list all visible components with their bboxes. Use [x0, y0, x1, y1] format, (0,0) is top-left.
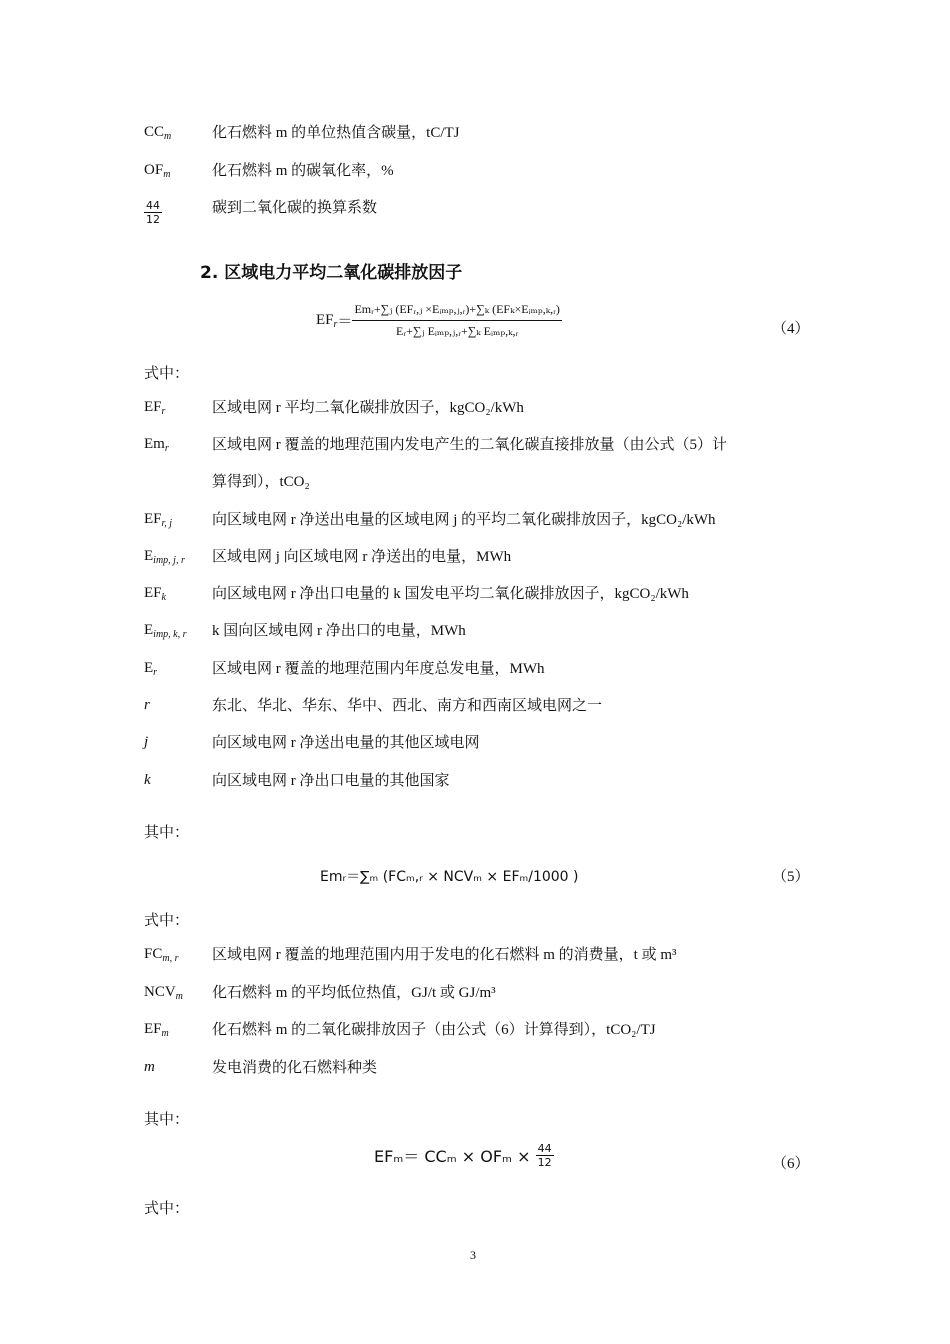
def-desc-eimpkr: k 国向区域电网 r 净出口的电量，MWh: [212, 623, 466, 639]
equation-6-number: （6）: [772, 1156, 810, 1172]
def-desc-efm: 化石燃料 m 的二氧化碳排放因子（由公式（6）计算得到），tCO₂/TJ: [212, 1022, 656, 1038]
label-qizhong-1: 其中：: [144, 825, 190, 841]
def-desc-ccm: 化石燃料 m 的单位热值含碳量，tC/TJ: [212, 125, 460, 141]
def-symbol-j: j: [144, 734, 149, 750]
label-qizhong-2: 其中：: [144, 1112, 190, 1128]
section-heading: 2. 区域电力平均二氧化碳排放因子: [200, 263, 463, 283]
def-symbol-m: m: [144, 1059, 155, 1075]
equation-5-number: （5）: [772, 869, 810, 885]
def-symbol-er: $E_r$: [144, 660, 158, 678]
equation-4-fraction: $\frac{\text{Emᵣ+∑ⱼ (EFᵣ,ⱼ ×Eᵢₘₚ,ⱼ,ᵣ)+∑ₖ (EFₖ×Eᵢₘₚ,ₖ,ᵣ)}}{\text{Eᵣ+∑ⱼ Eᵢₘₚ,ⱼ,ᵣ+∑ₖ Eᵢₘₚ,ₖ,ᵣ}}$: [354, 302, 560, 338]
def-desc-ncvm: 化石燃料 m 的平均低位热值，GJ/t 或 GJ/m³: [212, 985, 496, 1001]
def-symbol-eimpkr: $E_{imp, k, r}$: [144, 622, 187, 640]
def-symbol-r: r: [144, 697, 150, 713]
def-desc-ofm: 化石燃料 m 的碳氧化率，%: [212, 163, 394, 179]
def-desc-emr-cont: 算得到），tCO₂: [212, 474, 310, 490]
def-desc-emr: 区域电网 r 覆盖的地理范围内发电产生的二氧化碳直接排放量（由公式（5）计: [212, 437, 727, 453]
def-desc-efk: 向区域电网 r 净出口电量的 k 国发电平均二氧化碳排放因子，kgCO₂/kWh: [212, 586, 689, 602]
def-desc-j: 向区域电网 r 净送出电量的其他区域电网: [212, 735, 480, 751]
page-number: 3: [470, 1248, 476, 1262]
equation-6: EFₘ＝ CCₘ × OFₘ × $\frac{44}{12}$: [374, 1142, 552, 1169]
def-desc-k: 向区域电网 r 净出口电量的其他国家: [212, 773, 450, 789]
def-symbol-efr: $EF_r$: [144, 399, 166, 417]
def-symbol-k: k: [144, 772, 151, 788]
label-shizhong-1: 式中：: [144, 366, 190, 382]
def-symbol-ofm: $OF_m$: [144, 162, 171, 180]
label-shizhong-3: 式中：: [144, 1201, 190, 1217]
def-desc-efr: 区域电网 r 平均二氧化碳排放因子，kgCO₂/kWh: [212, 400, 524, 416]
def-symbol-fraction: $\frac{44}{12}$: [146, 199, 160, 226]
def-symbol-emr: $Em_r$: [144, 436, 169, 454]
def-desc-er: 区域电网 r 覆盖的地理范围内年度总发电量，MWh: [212, 661, 545, 677]
equation-5: Emᵣ＝∑ₘ (FCₘ,ᵣ × NCVₘ × EFₘ/1000 ): [320, 869, 579, 885]
label-shizhong-2: 式中：: [144, 913, 190, 929]
def-symbol-eimpjr: $E_{imp, j, r}$: [144, 548, 185, 566]
def-symbol-fcmr: $FC_{m, r}$: [144, 946, 179, 964]
def-desc-r: 东北、华北、华东、华中、西北、南方和西南区域电网之一: [212, 698, 603, 714]
def-desc-efrj: 向区域电网 r 净送出电量的区域电网 j 的平均二氧化碳排放因子，kgCO₂/kWh: [212, 512, 716, 528]
def-symbol-efm: $EF_m$: [144, 1021, 169, 1039]
def-desc-fcmr: 区域电网 r 覆盖的地理范围内用于发电的化石燃料 m 的消费量，t 或 m³: [212, 947, 677, 963]
def-desc-fraction: 碳到二氧化碳的换算系数: [212, 200, 378, 216]
def-desc-eimpjr: 区域电网 j 向区域电网 r 净送出的电量，MWh: [212, 549, 512, 565]
equation-4: $EF_r=$ $\frac{\text{Emᵣ+∑ⱼ (EFᵣ,ⱼ ×Eᵢₘₚ,ⱼ,ᵣ)+∑ₖ (EFₖ×Eᵢₘₚ,ₖ,ᵣ)}}{\text{Eᵣ+∑ⱼ Eᵢₘₚ,ⱼ,ᵣ+∑ₖ Eᵢₘₚ,ₖ,ᵣ}}$: [316, 302, 560, 338]
def-symbol-ccm: $CC_m$: [144, 124, 172, 142]
equation-4-number: （4）: [772, 321, 810, 337]
def-symbol-efk: $EF_k$: [144, 585, 166, 603]
def-symbol-efrj: $EF_{r, j}$: [144, 511, 173, 529]
def-symbol-ncvm: $NCV_m$: [144, 984, 183, 1002]
def-desc-m: 发电消费的化石燃料种类: [212, 1060, 378, 1076]
